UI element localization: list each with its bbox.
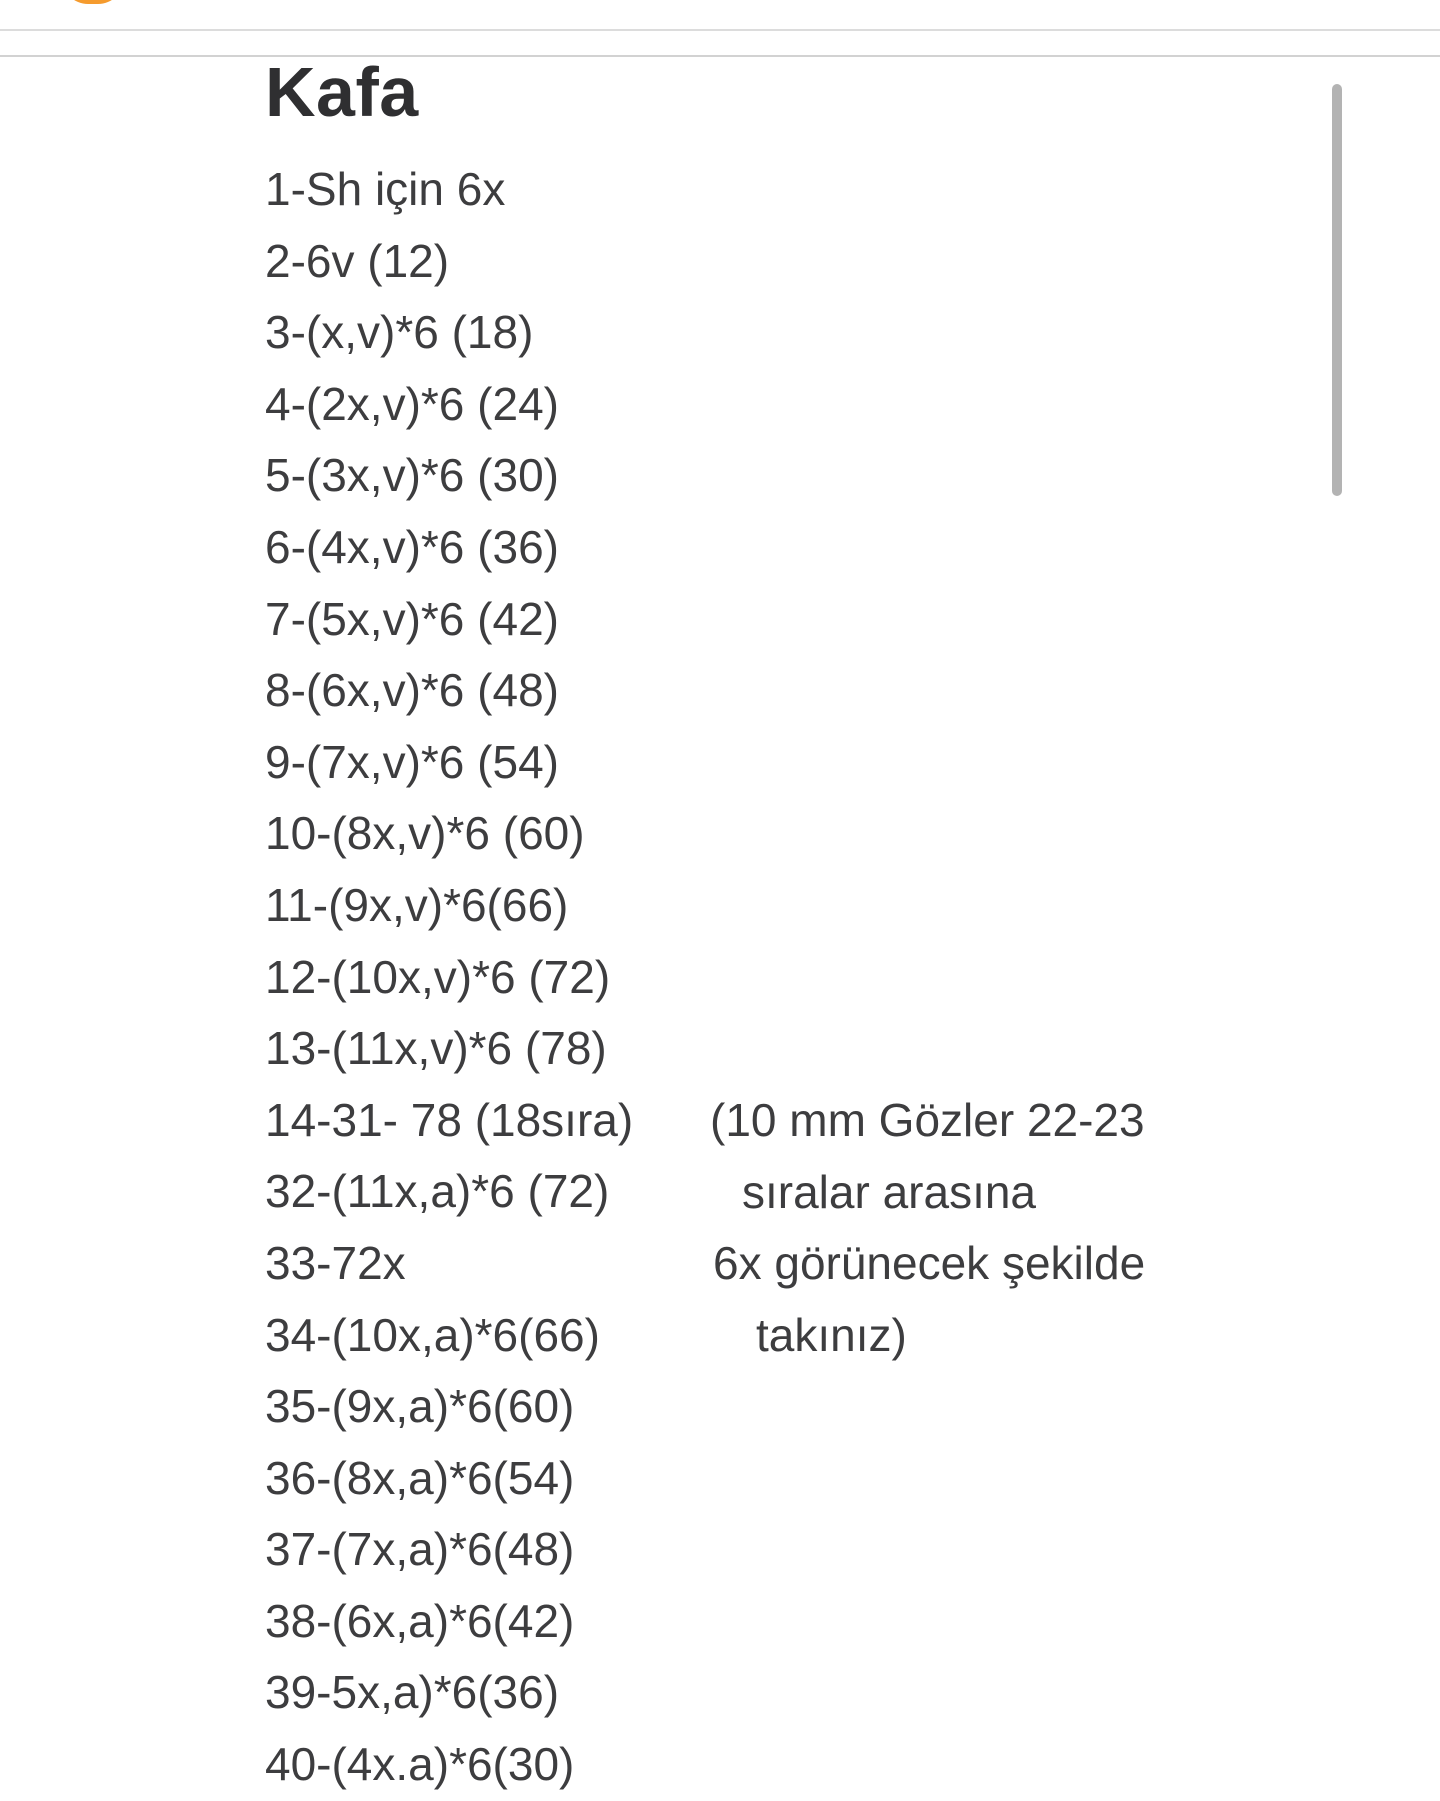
pattern-row: 37-(7x,a)*6(48) (265, 1523, 575, 1576)
pattern-row: 10-(8x,v)*6 (60) (265, 807, 585, 860)
pattern-row: 14-31- 78 (18sıra) (265, 1093, 634, 1146)
pattern-row: 40-(4x.a)*6(30) (265, 1738, 575, 1791)
pattern-row: 4-(2x,v)*6 (24) (265, 377, 559, 430)
vertical-scrollbar[interactable] (1332, 84, 1342, 496)
content-divider (0, 55, 1440, 57)
pattern-row: 11-(9x,v)*6(66) (265, 878, 569, 931)
pattern-row: 13-(11x,v)*6 (78) (265, 1022, 607, 1075)
pattern-row: 39-5x,a)*6(36) (265, 1666, 560, 1719)
pattern-row: 8-(6x,v)*6 (48) (265, 664, 559, 717)
pattern-row: 34-(10x,a)*6(66) (265, 1308, 600, 1361)
pattern-row: 7-(5x,v)*6 (42) (265, 592, 559, 645)
pattern-row: 36-(8x,a)*6(54) (265, 1451, 575, 1504)
pattern-row: 1-Sh için 6x (265, 163, 506, 215)
app-icon[interactable] (62, 0, 124, 4)
pattern-row: 2-6v (12) (265, 234, 450, 287)
toolbar-divider (0, 29, 1440, 31)
eye-note-line: sıralar arasına (742, 1166, 1037, 1218)
pattern-row: 9-(7x,v)*6 (54) (265, 735, 559, 788)
pattern-row: 12-(10x,v)*6 (72) (265, 950, 611, 1003)
eye-note-line: takınız) (756, 1309, 907, 1361)
pattern-row: 3-(x,v)*6 (18) (265, 306, 534, 359)
pattern-row: 32-(11x,a)*6 (72) (265, 1165, 610, 1218)
pattern-row: 35-(9x,a)*6(60) (265, 1380, 575, 1433)
pattern-row-list (265, 154, 633, 1801)
eye-note-line: 6x görünecek şekilde (713, 1237, 1146, 1289)
eye-note-line: (10 mm Gözler 22-23 (710, 1094, 1145, 1146)
pattern-row: 33-72x (265, 1236, 406, 1289)
page-title: Kafa (265, 53, 419, 131)
pattern-row: 38-(6x,a)*6(42) (265, 1594, 575, 1647)
pattern-row: 5-(3x,v)*6 (30) (265, 449, 559, 502)
pattern-row: 6-(4x,v)*6 (36) (265, 520, 559, 573)
